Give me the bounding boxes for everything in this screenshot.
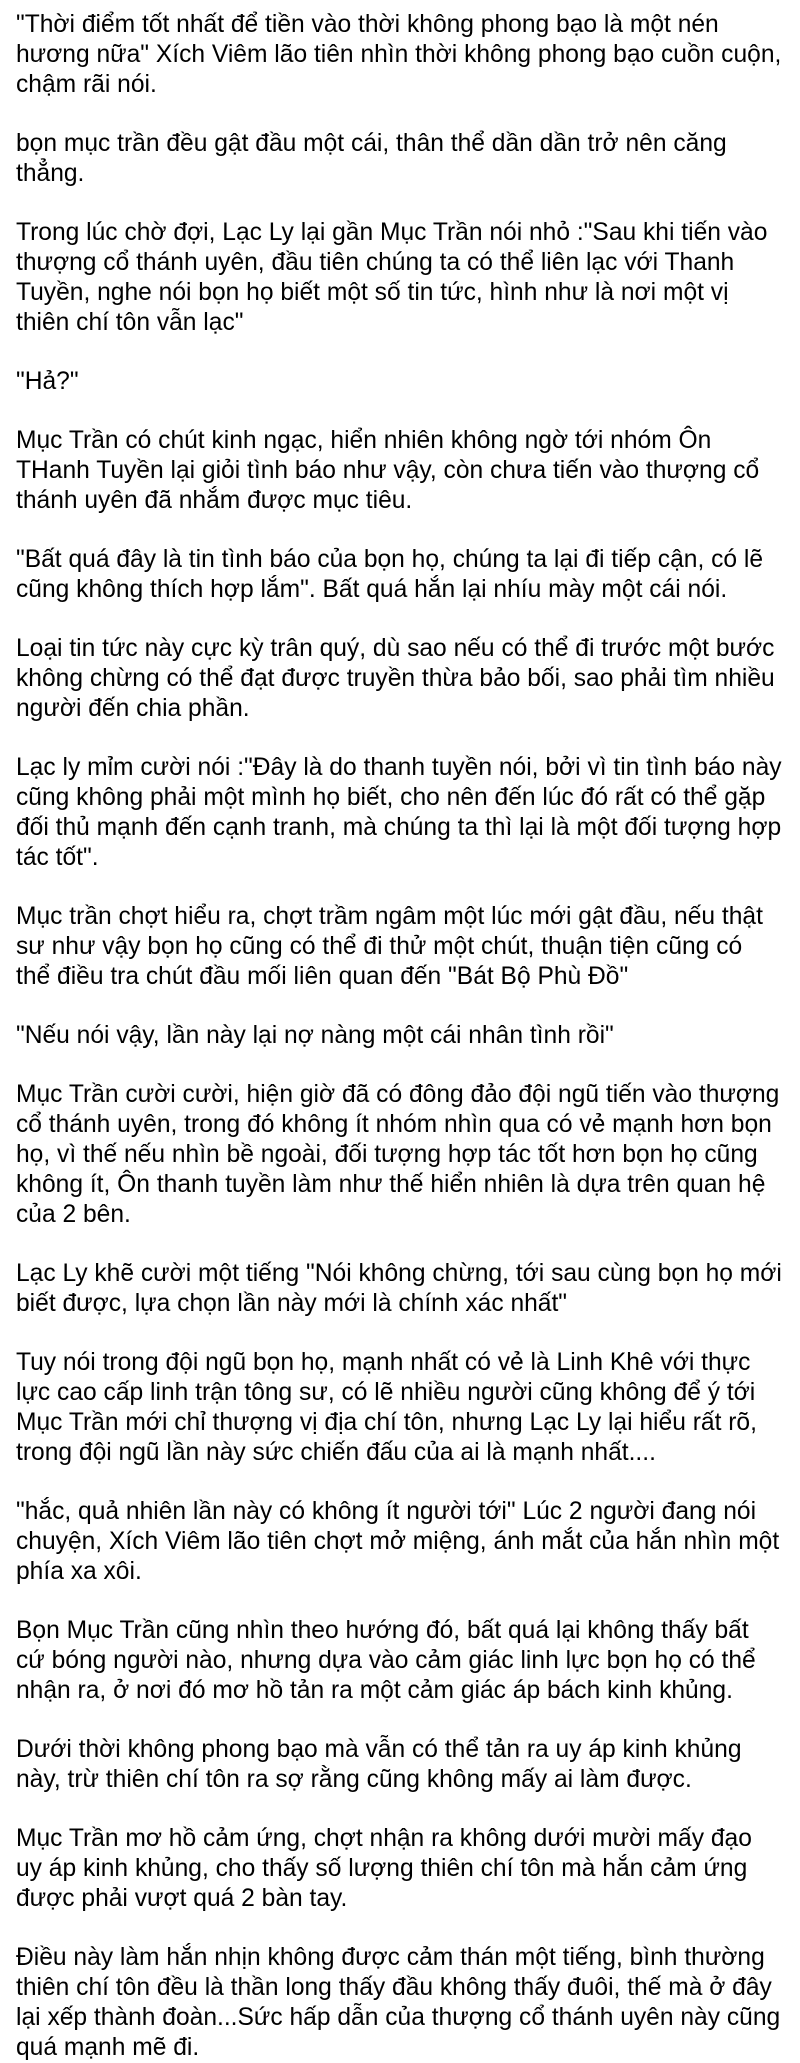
paragraph-12: Lạc Ly khẽ cười một tiếng "Nói không chừng, tới sau cùng bọn họ mới biết được, lựa chọn lần này mới là chính xác nhất" <box>16 1260 782 1317</box>
paragraph-1: "Thời điểm tốt nhất để tiền vào thời không phong bạo là một nén hương nữa" Xích Viêm lão tiên nhìn thời không phong bạo cuồn cuộn, chậm rãi nói. <box>16 11 782 98</box>
paragraph-2: bọn mục trần đều gật đầu một cái, thân thể dần dần trở nên căng thẳng. <box>16 130 727 187</box>
paragraph-10: "Nếu nói vậy, lần này lại nợ nàng một cái nhân tình rồi" <box>16 1022 614 1049</box>
paragraph-8: Lạc ly mỉm cười nói :"Đây là do thanh tuyền nói, bởi vì tin tình báo này cũng không phải một mình họ biết, cho nên đến lúc đó rất có thể gặp đối thủ mạnh đến cạnh tranh, mà chúng ta thì lại là một đối tượng hợp tác tốt". <box>16 754 782 871</box>
paragraph-4: "Hả?" <box>16 368 79 395</box>
paragraph-6: "Bất quá đây là tin tình báo của bọn họ, chúng ta lại đi tiếp cận, có lẽ cũng không thích hợp lắm". Bất quá hắn lại nhíu mày một cái nói. <box>16 546 764 603</box>
paragraph-13: Tuy nói trong đội ngũ bọn họ, mạnh nhất có vẻ là Linh Khê với thực lực cao cấp linh trận tông sư, có lẽ nhiều người cũng không để ý tới Mục Trần mới chỉ thượng vị địa chí tôn, nhưng Lạc Ly lại hiểu rất rõ, trong đội ngũ lần này sức chiến đấu của ai là mạnh nhất.... <box>16 1349 757 1466</box>
paragraph-7: Loại tin tức này cực kỳ trân quý, dù sao nếu có thể đi trước một bước không chừng có thể đạt được truyền thừa bảo bối, sao phải tìm nhiều người đến chia phần. <box>16 635 775 722</box>
paragraph-14: "hắc, quả nhiên lần này có không ít người tới" Lúc 2 người đang nói chuyện, Xích Viêm lão tiên chợt mở miệng, ánh mắt của hắn nhìn một phía xa xôi. <box>16 1498 780 1585</box>
paragraph-5: Mục Trần có chút kinh ngạc, hiển nhiên không ngờ tới nhóm Ôn THanh Tuyền lại giỏi tình báo như vậy, còn chưa tiến vào thượng cổ thánh uyên đã nhắm được mục tiêu. <box>16 427 760 514</box>
paragraph-3: Trong lúc chờ đợi, Lạc Ly lại gần Mục Trần nói nhỏ :"Sau khi tiến vào thượng cổ thánh uyên, đầu tiên chúng ta có thể liên lạc với Thanh Tuyền, nghe nói bọn họ biết một số tin tức, hình như là nơi một vị thiên chí tôn vẫn lạc" <box>16 219 768 336</box>
paragraph-9: Mục trần chợt hiểu ra, chợt trầm ngâm một lúc mới gật đầu, nếu thật sư như vậy bọn họ cũng có thể đi thử một chút, thuận tiện cũng có thể điều tra chút đầu mối liên quan đến "Bát Bộ Phù Đồ" <box>16 903 763 990</box>
paragraph-16: Dưới thời không phong bạo mà vẫn có thể tản ra uy áp kinh khủng này, trừ thiên chí tôn ra sợ rằng cũng không mấy ai làm được. <box>16 1736 742 1793</box>
paragraph-17: Mục Trần mơ hồ cảm ứng, chợt nhận ra không dưới mười mấy đạo uy áp kinh khủng, cho thấy số lượng thiên chí tôn mà hắn cảm ứng được phải vượt quá 2 bàn tay. <box>16 1825 752 1912</box>
paragraph-15: Bọn Mục Trần cũng nhìn theo hướng đó, bất quá lại không thấy bất cứ bóng người nào, nhưng dựa vào cảm giác linh lực bọn họ có thể nhận ra, ở nơi đó mơ hồ tản ra một cảm giác áp bách kinh khủng. <box>16 1617 756 1704</box>
paragraph-18: Điều này làm hắn nhịn không được cảm thán một tiếng, bình thường thiên chí tôn đều là thần long thấy đầu không thấy đuôi, thế mà ở đây lại xếp thành đoàn...Sức hấp dẫn của thượng cổ thánh uyên này cũng quá mạnh mẽ đi. <box>16 1944 781 2061</box>
paragraph-11: Mục Trần cười cười, hiện giờ đã có đông đảo đội ngũ tiến vào thượng cổ thánh uyên, trong đó không ít nhóm nhìn qua có vẻ mạnh hơn bọn họ, vì thế nếu nhìn bề ngoài, đối tượng hợp tác tốt hơn bọn họ cũng không ít, Ôn thanh tuyền làm như thế hiển nhiên là dựa trên quan hệ của 2 bên. <box>16 1081 780 1228</box>
